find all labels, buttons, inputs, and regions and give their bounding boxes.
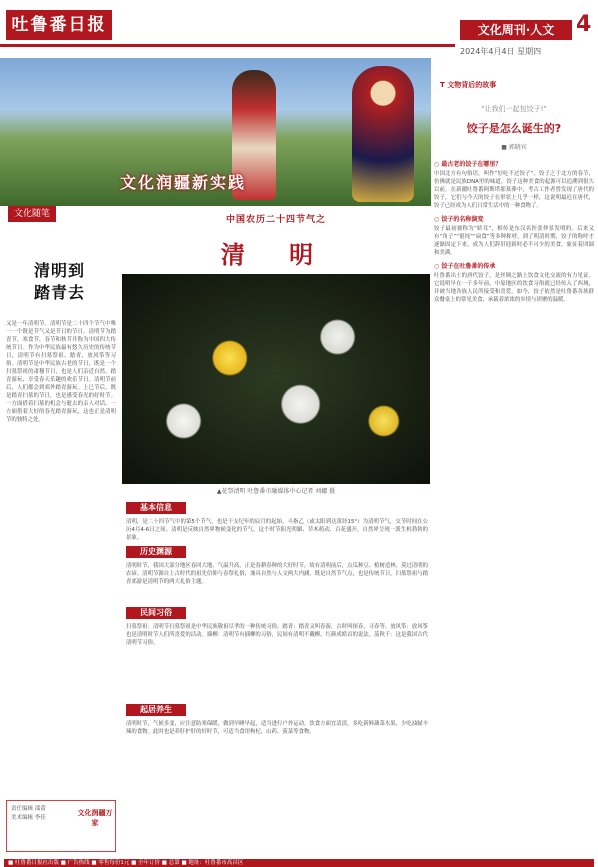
feature-para-2: 饺子最初被称为“娇耳”，相传是东汉名医张仲景发明的。后来又有“角子”“馄饨”“扁食”等多种称呼。到了明清时期，饺子的称呼才逐渐固定下来，成为人们辞旧迎新时必不可少的美食，象征着团圆和美满。 bbox=[434, 226, 594, 256]
footer-logo: 文化润疆万家 bbox=[77, 809, 113, 827]
left-title-line1: 清明到 bbox=[34, 261, 86, 280]
feature-quote: “让我们一起包饺子!” bbox=[480, 105, 548, 113]
customs-text: 扫墓祭祖：清明节扫墓祭祖是中华民族敬祖尽孝的一种传统习俗。踏青：踏青又叫春游，古时叫探春、寻春等。放风筝：放风筝也是清明时节人们所喜爱的活动。插柳：清明节有插柳的习俗，民间有清明不戴柳、红颜成皓首的说法。荡秋千：这是我国古代清明节习俗。 bbox=[126, 624, 428, 646]
banner-image bbox=[0, 58, 431, 206]
section-bar-health: 起居养生 bbox=[126, 704, 186, 716]
section-bar-customs: 民间习俗 bbox=[126, 607, 186, 619]
history-text: 清明时节，我国大部分地区春回大地、气温升高，正是春耕春种的大好时节，故有清明前后，点瓜种豆、植树造林，莫过清明的农谚。清明节源自上古时代的祖先信仰与春祭礼俗，兼具自然与人文两大内涵，既是自然节气点，也是传统节日。扫墓祭祖与踏青郊游是清明节的两大礼俗主题。 bbox=[126, 563, 428, 585]
column-ribbon: 文化随笔 bbox=[8, 206, 56, 222]
feature-para-3: 吐鲁番出土的唐代饺子，是丝绸之路上饮食文化交流的有力见证。它说明早在一千多年前，中原地区的饮食习俗就已经传入了西域，并被当地各族人民所接受和喜爱。如今，饺子依然是吐鲁番各族群众餐桌上的常见美食，承载着浓浓的乡情与团聚的温暖。 bbox=[434, 273, 594, 303]
feature-subhead-3: ○ 饺子在吐鲁番的传承 bbox=[434, 263, 496, 270]
section-bar-history: 历史渊源 bbox=[126, 546, 186, 558]
header-rule bbox=[0, 44, 455, 47]
section-bar-basic-info: 基本信息 bbox=[126, 502, 186, 514]
solar-term-header bbox=[122, 208, 430, 274]
page-header bbox=[0, 0, 598, 48]
opera-figure bbox=[352, 66, 414, 202]
chrysanthemum-photo bbox=[122, 274, 430, 484]
feature-title: 饺子是怎么诞生的? bbox=[466, 122, 562, 135]
solar-term-kicker: 中国农历二十四节气之 bbox=[225, 215, 326, 225]
photo-caption: ▲花祭清明 吐鲁番市融媒体中心记者 刘娜 摄 bbox=[216, 488, 336, 495]
left-article-body: 又是一年清明节。清明节是二十四个节气中唯一一个既是节气又是节日的节日。清明节为踏青节，寒食节，春节和秋节并称为中国四大传统节日。作为中华民族最有悠久历史的传统节日，清明节有扫墓祭祖、踏青、放风筝等习俗。清明节是中华民族古老的节日，既是一个扫墓祭祖的肃穆节日，也是人们亲近自然、踏青游玩、享受春天乐趣的欢乐节日。清明节前后，人们都会到郊外踏青游玩。上巳节后，既是踏青扫墓的节日，也是感受春光的好时节。一方面借着扫墓的机会与逝去的亲人对话，一方面借着大好的春光踏青游玩，这也正是清明节的独特之处。 bbox=[6, 321, 116, 423]
feature-para-1: 中国北方有句俗语，叫作“好吃不过饺子”。饺子之于北方的春节，仿佛就是民族DNA里的味道。饺子这种美食的起源可以追溯到很久以前。在新疆吐鲁番阿斯塔那墓葬中，考古工作者曾发现了唐代的饺子，它们与今天的饺子在形状上几乎一样，这说明最迟在唐代，饺子已经成为人们日常生活中的一种食物了。 bbox=[434, 171, 594, 209]
page-number: 4 bbox=[576, 12, 592, 37]
banner-title: 文化润疆新实践 bbox=[120, 173, 247, 192]
left-column bbox=[6, 222, 116, 767]
basic-info-text: 清明，是二十四节气中的第5个节气，也是干支纪年的辰月的起始。斗指乙（或太阳到达黄经15°）为清明节气，交节时间在公历4月4-6日之间。清明是反映自然界物候变化的节气，这个时节阳光明媚、草木萌动、百花盛开，自然界呈现一派生机勃勃的景象。 bbox=[126, 519, 428, 540]
right-column-feature bbox=[434, 56, 594, 856]
column-name: T 文物背后的故事 bbox=[440, 81, 497, 89]
section-tag: 文化周刊·人文 bbox=[460, 20, 572, 40]
imprint-bar: ■ 吐鲁番日报社出版 ■ 广告热线 ■ 零售每份1元 ■ 全年订价 ■ 总第 ■ 地址：吐鲁番市高昌区 bbox=[4, 859, 594, 867]
left-title-line2: 踏青去 bbox=[34, 283, 86, 302]
health-text: 清明时节，气候多变，应注意防寒保暖，做到早睡早起，适当进行户外运动。饮食方面宜清淡，多吃新鲜蔬菜水果，少吃油腻辛辣的食物。此时也是养肝护肝的好时节，可适当食用枸杞、山药、菠菜等食物。 bbox=[126, 721, 428, 735]
editor-line-2: 美术编辑 李佳 bbox=[11, 815, 46, 821]
feature-subhead-2: ○ 饺子的名称演变 bbox=[434, 216, 484, 223]
masthead-logo: 吐鲁番日报 bbox=[6, 10, 112, 40]
date-line: 2024年4月4日 星期四 bbox=[460, 47, 542, 56]
left-article-title bbox=[34, 260, 116, 304]
feature-subhead-1: ○ 最古老的饺子在哪里？ bbox=[434, 161, 502, 168]
feature-author: ■ 郭晓宾 bbox=[501, 144, 527, 151]
solar-term-title: 清 明 bbox=[220, 240, 332, 269]
editor-line-1: 责任编辑 邵蕾 bbox=[11, 806, 46, 812]
